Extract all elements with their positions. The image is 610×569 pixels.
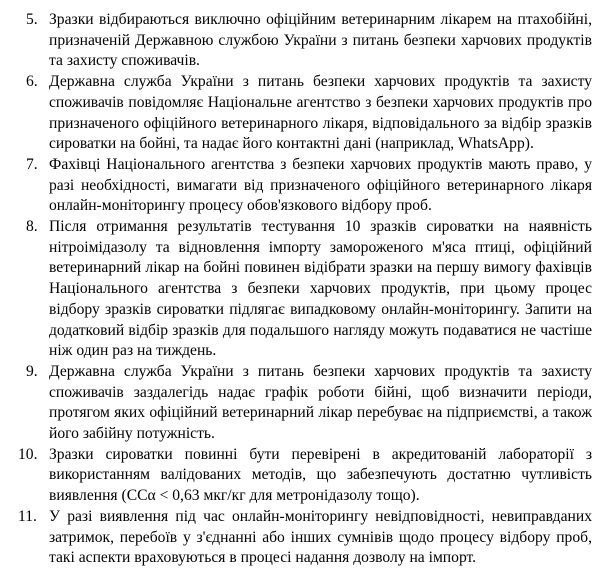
item-text: Фахівці Національного агентства з безпеки харчових продуктів мають право, у разі необхідності, вимагати від призначеного офіційного ветеринарного лікаря онлайн-моніторингу процесу обов'язкового відбору проб. bbox=[49, 155, 592, 215]
item-number: 11. bbox=[18, 507, 37, 525]
item-number: 5. bbox=[26, 11, 38, 28]
list-item-9 bbox=[0, 362, 610, 445]
document-page bbox=[0, 10, 610, 569]
item-number: 9. bbox=[26, 362, 38, 380]
item-text: Державна служба України з питань безпеки харчових продуктів та захисту споживачів повідомляє Національне агентство з безпеки харчових продуктів про призначеного офіційного ветеринарного лікаря, відповідального за відбір зразків сироватки на бойні, та надає його контактні дані (наприклад, WhatsApp). bbox=[49, 73, 592, 153]
item-number: 6. bbox=[26, 73, 38, 91]
list-item-8 bbox=[0, 217, 610, 362]
item-text: Зразки сироватки повинні бути перевірені в акредитованій лабораторії з використанням валідованих методів, що забезпечують достатню чутливість виявлення (CCα < 0,63 мкг/кг для метронідазолу тощо). bbox=[49, 445, 592, 505]
item-text: У разі виявлення під час онлайн-моніторингу невідповідності, невиправданих затримок, перебоїв у з'єднанні або інших сумнівів щодо процесу відбору проб, такі аспекти враховуються в процесі надання дозволу на імпорт. bbox=[49, 507, 592, 567]
item-text: Державна служба України з питань безпеки харчових продуктів та захисту споживачів заздалегідь надає графік роботи бійні, щоб визначити періоди, протягом яких офіційний ветеринарний лікар перебуває на підприємстві, а також його забійну потужність. bbox=[49, 362, 592, 443]
item-number: 8. bbox=[26, 218, 38, 236]
item-text: Після отримання результатів тестування 10 зразків сироватки на наявність нітроімідазолу та відновлення імпорту замороженого м'яса птиці, офіційний ветеринарний лікар на бойні повинен відібрати зразки на першу вимогу фахівців Національного агентства з безпеки харчових продуктів, при цьому процес відбору зразків сироватки підлягає випадковому онлайн-моніторингу. Запити на додатковий відбір зразків для подальшого нагляду можуть подаватися не частіше ніж один раз на тиждень. bbox=[49, 218, 592, 360]
item-number: 7. bbox=[26, 155, 38, 173]
list-item-11 bbox=[0, 507, 610, 569]
list-item-5 bbox=[0, 10, 610, 72]
list-item-6 bbox=[0, 72, 610, 155]
list-item-10 bbox=[0, 445, 610, 507]
item-number: 10. bbox=[18, 445, 38, 463]
list-item-7 bbox=[0, 155, 610, 217]
item-text: Зразки відбираються виключно офіційним ветеринарним лікарем на птахобійні, призначеній Державною службою України з питань безпеки харчових продуктів та захисту споживачів. bbox=[49, 11, 592, 70]
numbered-list bbox=[0, 10, 610, 569]
